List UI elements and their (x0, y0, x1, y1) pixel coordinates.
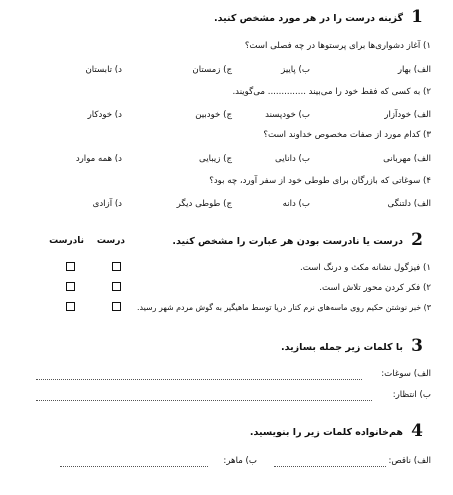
true-checkbox[interactable] (112, 302, 121, 311)
item-label: ب) ماهر: (223, 456, 257, 466)
false-checkbox[interactable] (66, 262, 75, 271)
question-text: ۲) به کسی که فقط خود را می‌بیند .............. می‌گویند. (232, 87, 431, 97)
answer-line[interactable] (60, 466, 208, 467)
question-title: درست یا نادرست بودن هر عبارت را مشخص کنید. (172, 236, 403, 247)
question-number: 4 (411, 421, 423, 441)
item-label: الف) سوغات: (381, 369, 431, 379)
question-title: هم‌خانواده کلمات زیر را بنویسید. (249, 427, 403, 438)
option-a[interactable]: الف) دلتنگی (387, 199, 431, 209)
statement-text: ۳) خبر نوشتن حکیم روی ماسه‌های نرم کنار دریا توسط ماهیگیر به گوش مردم شهر رسید. (137, 303, 431, 312)
false-checkbox[interactable] (66, 302, 75, 311)
question-text: ۳) کدام مورد از صفات مخصوص خداوند است؟ (263, 130, 431, 140)
option-a[interactable]: الف) مهربانی (383, 154, 431, 164)
statement-text: ۲) فکر کردن محور تلاش است. (319, 283, 431, 293)
option-d[interactable]: د) تابستان (85, 65, 122, 75)
item-label: ب) انتظار: (392, 390, 431, 400)
question-text: ۴) سوغاتی که بازرگان برای طوطی خود از سفر آورد، چه بود؟ (209, 176, 431, 186)
column-header-true: درست (96, 236, 125, 246)
question-number: 1 (411, 7, 423, 27)
option-d[interactable]: د) همه موارد (75, 154, 122, 164)
option-b[interactable]: ب) دانه (282, 199, 310, 209)
question-title: گزینه درست را در هر مورد مشخص کنید. (213, 13, 403, 24)
false-checkbox[interactable] (66, 282, 75, 291)
option-a[interactable]: الف) بهار (397, 65, 431, 75)
option-a[interactable]: الف) خودآزار (384, 110, 431, 120)
option-c[interactable]: ج) طوطی دیگر (176, 199, 232, 209)
answer-line[interactable] (274, 466, 386, 467)
option-d[interactable]: د) خودکار (87, 110, 122, 120)
option-b[interactable]: ب) پاییز (281, 65, 310, 75)
true-checkbox[interactable] (112, 262, 121, 271)
question-title: با کلمات زیر جمله بسازید. (281, 342, 403, 353)
question-text: ۱) آغاز دشواری‌ها برای پرستوها در چه فصلی است؟ (244, 41, 431, 51)
option-b[interactable]: ب) خودپسند (265, 110, 310, 120)
question-number: 2 (411, 230, 423, 250)
answer-line[interactable] (36, 379, 362, 380)
option-d[interactable]: د) آزادی (92, 199, 122, 209)
column-header-false: نادرست (49, 236, 84, 246)
option-c[interactable]: ج) خودبین (195, 110, 232, 120)
option-c[interactable]: ج) زمستان (192, 65, 232, 75)
statement-text: ۱) فیزگول نشانه مکث و درنگ است. (299, 263, 431, 273)
true-checkbox[interactable] (112, 282, 121, 291)
option-b[interactable]: ب) دانایی (275, 154, 310, 164)
option-c[interactable]: ج) زیبایی (199, 154, 232, 164)
question-number: 3 (411, 336, 423, 356)
item-label: الف) ناقص: (388, 456, 431, 466)
answer-line[interactable] (36, 400, 372, 401)
